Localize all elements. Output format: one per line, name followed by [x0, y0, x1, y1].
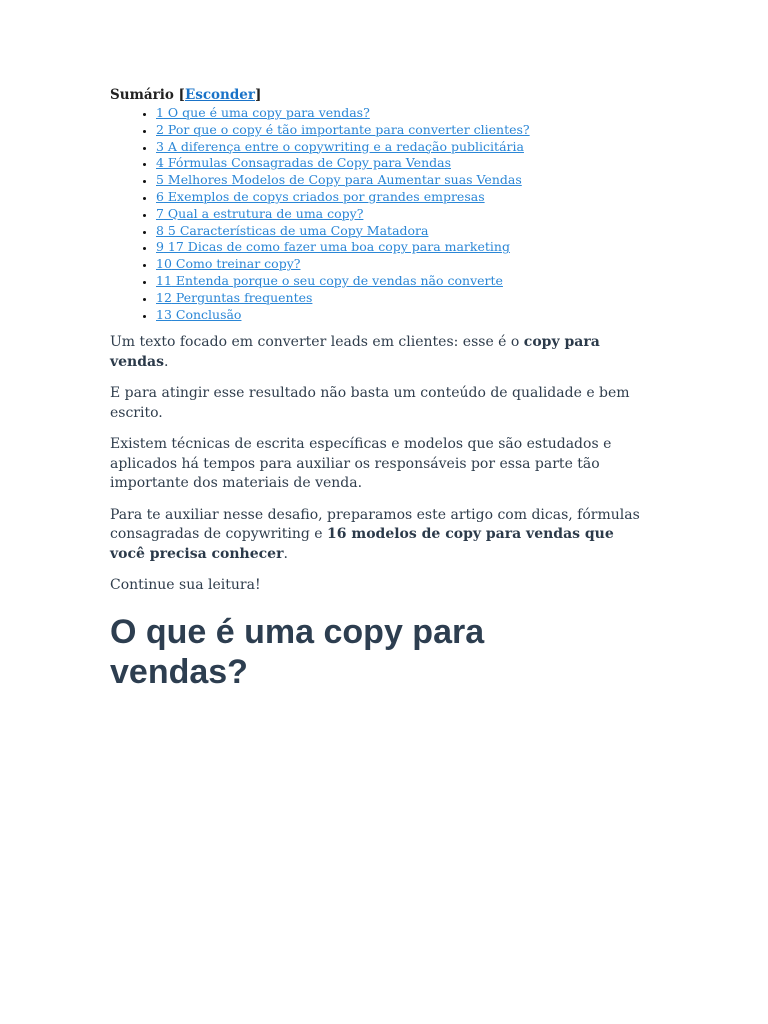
- toc-link[interactable]: 7 Qual a estrutura de uma copy?: [156, 205, 364, 221]
- toc-list: [110, 105, 650, 323]
- intro-paragraph: Um texto focado em converter leads em clientes: esse é o copy para vendas.: [110, 334, 600, 370]
- toc-item: [156, 239, 650, 256]
- bold-keyword: copy para vendas: [110, 334, 600, 370]
- toc-item: [156, 122, 650, 139]
- toc-item: [156, 155, 650, 172]
- toc-link[interactable]: 6 Exemplos de copys criados por grandes empresas: [156, 188, 485, 204]
- toc-link[interactable]: 2 Por que o copy é tão importante para converter clientes?: [156, 121, 530, 137]
- toc-item: [156, 256, 650, 273]
- toc-item: [156, 206, 650, 223]
- paragraph: Para te auxiliar nesse desafio, preparamos este artigo com dicas, fórmulas consagradas de copywriting e 16 modelos de copy para vendas que você precisa conhecer.: [110, 506, 640, 562]
- toc-link[interactable]: 12 Perguntas frequentes: [156, 289, 313, 305]
- toc-link[interactable]: 5 Melhores Modelos de Copy para Aumentar suas Vendas: [156, 172, 522, 188]
- toc-item: [156, 172, 650, 189]
- paragraph: E para atingir esse resultado não basta um conteúdo de qualidade e bem escrito.: [110, 385, 630, 421]
- paragraph: Continue sua leitura!: [110, 577, 261, 594]
- toc-link[interactable]: 1 O que é uma copy para vendas?: [156, 105, 370, 120]
- toc-item: [156, 290, 650, 307]
- toc-link[interactable]: 3 A diferença entre o copywriting e a redação publicitária: [156, 138, 524, 154]
- toc-link[interactable]: 8 5 Características de uma Copy Matadora: [156, 222, 429, 238]
- toc-item: [156, 273, 650, 290]
- toc-item: [156, 307, 650, 324]
- section-heading: O que é uma copy para vendas?: [110, 612, 485, 691]
- bold-keyword: 16 modelos de copy para vendas que você precisa conhecer: [110, 526, 614, 562]
- toc-hide-link[interactable]: Esconder: [184, 87, 256, 103]
- article-content: [110, 86, 650, 692]
- toc-link[interactable]: 9 17 Dicas de como fazer uma boa copy para marketing: [156, 239, 510, 255]
- toc-item: [156, 189, 650, 206]
- toc-link[interactable]: 4 Fórmulas Consagradas de Copy para Vendas: [156, 155, 451, 171]
- toc-close-bracket: ]: [255, 87, 262, 103]
- toc-header: [110, 86, 650, 105]
- toc-item: [156, 105, 650, 122]
- toc-item: [156, 139, 650, 156]
- toc-open-bracket: [: [178, 87, 185, 103]
- toc-title: Sumário: [110, 87, 174, 103]
- toc-link[interactable]: 11 Entenda porque o seu copy de vendas não converte: [156, 272, 503, 288]
- paragraph: Existem técnicas de escrita específicas e modelos que são estudados e aplicados há tempos para auxiliar os responsáveis por essa parte tão importante dos materiais de venda.: [110, 436, 612, 492]
- toc-link[interactable]: 13 Conclusão: [156, 306, 242, 322]
- toc-item: [156, 223, 650, 240]
- toc-link[interactable]: 10 Como treinar copy?: [156, 256, 301, 272]
